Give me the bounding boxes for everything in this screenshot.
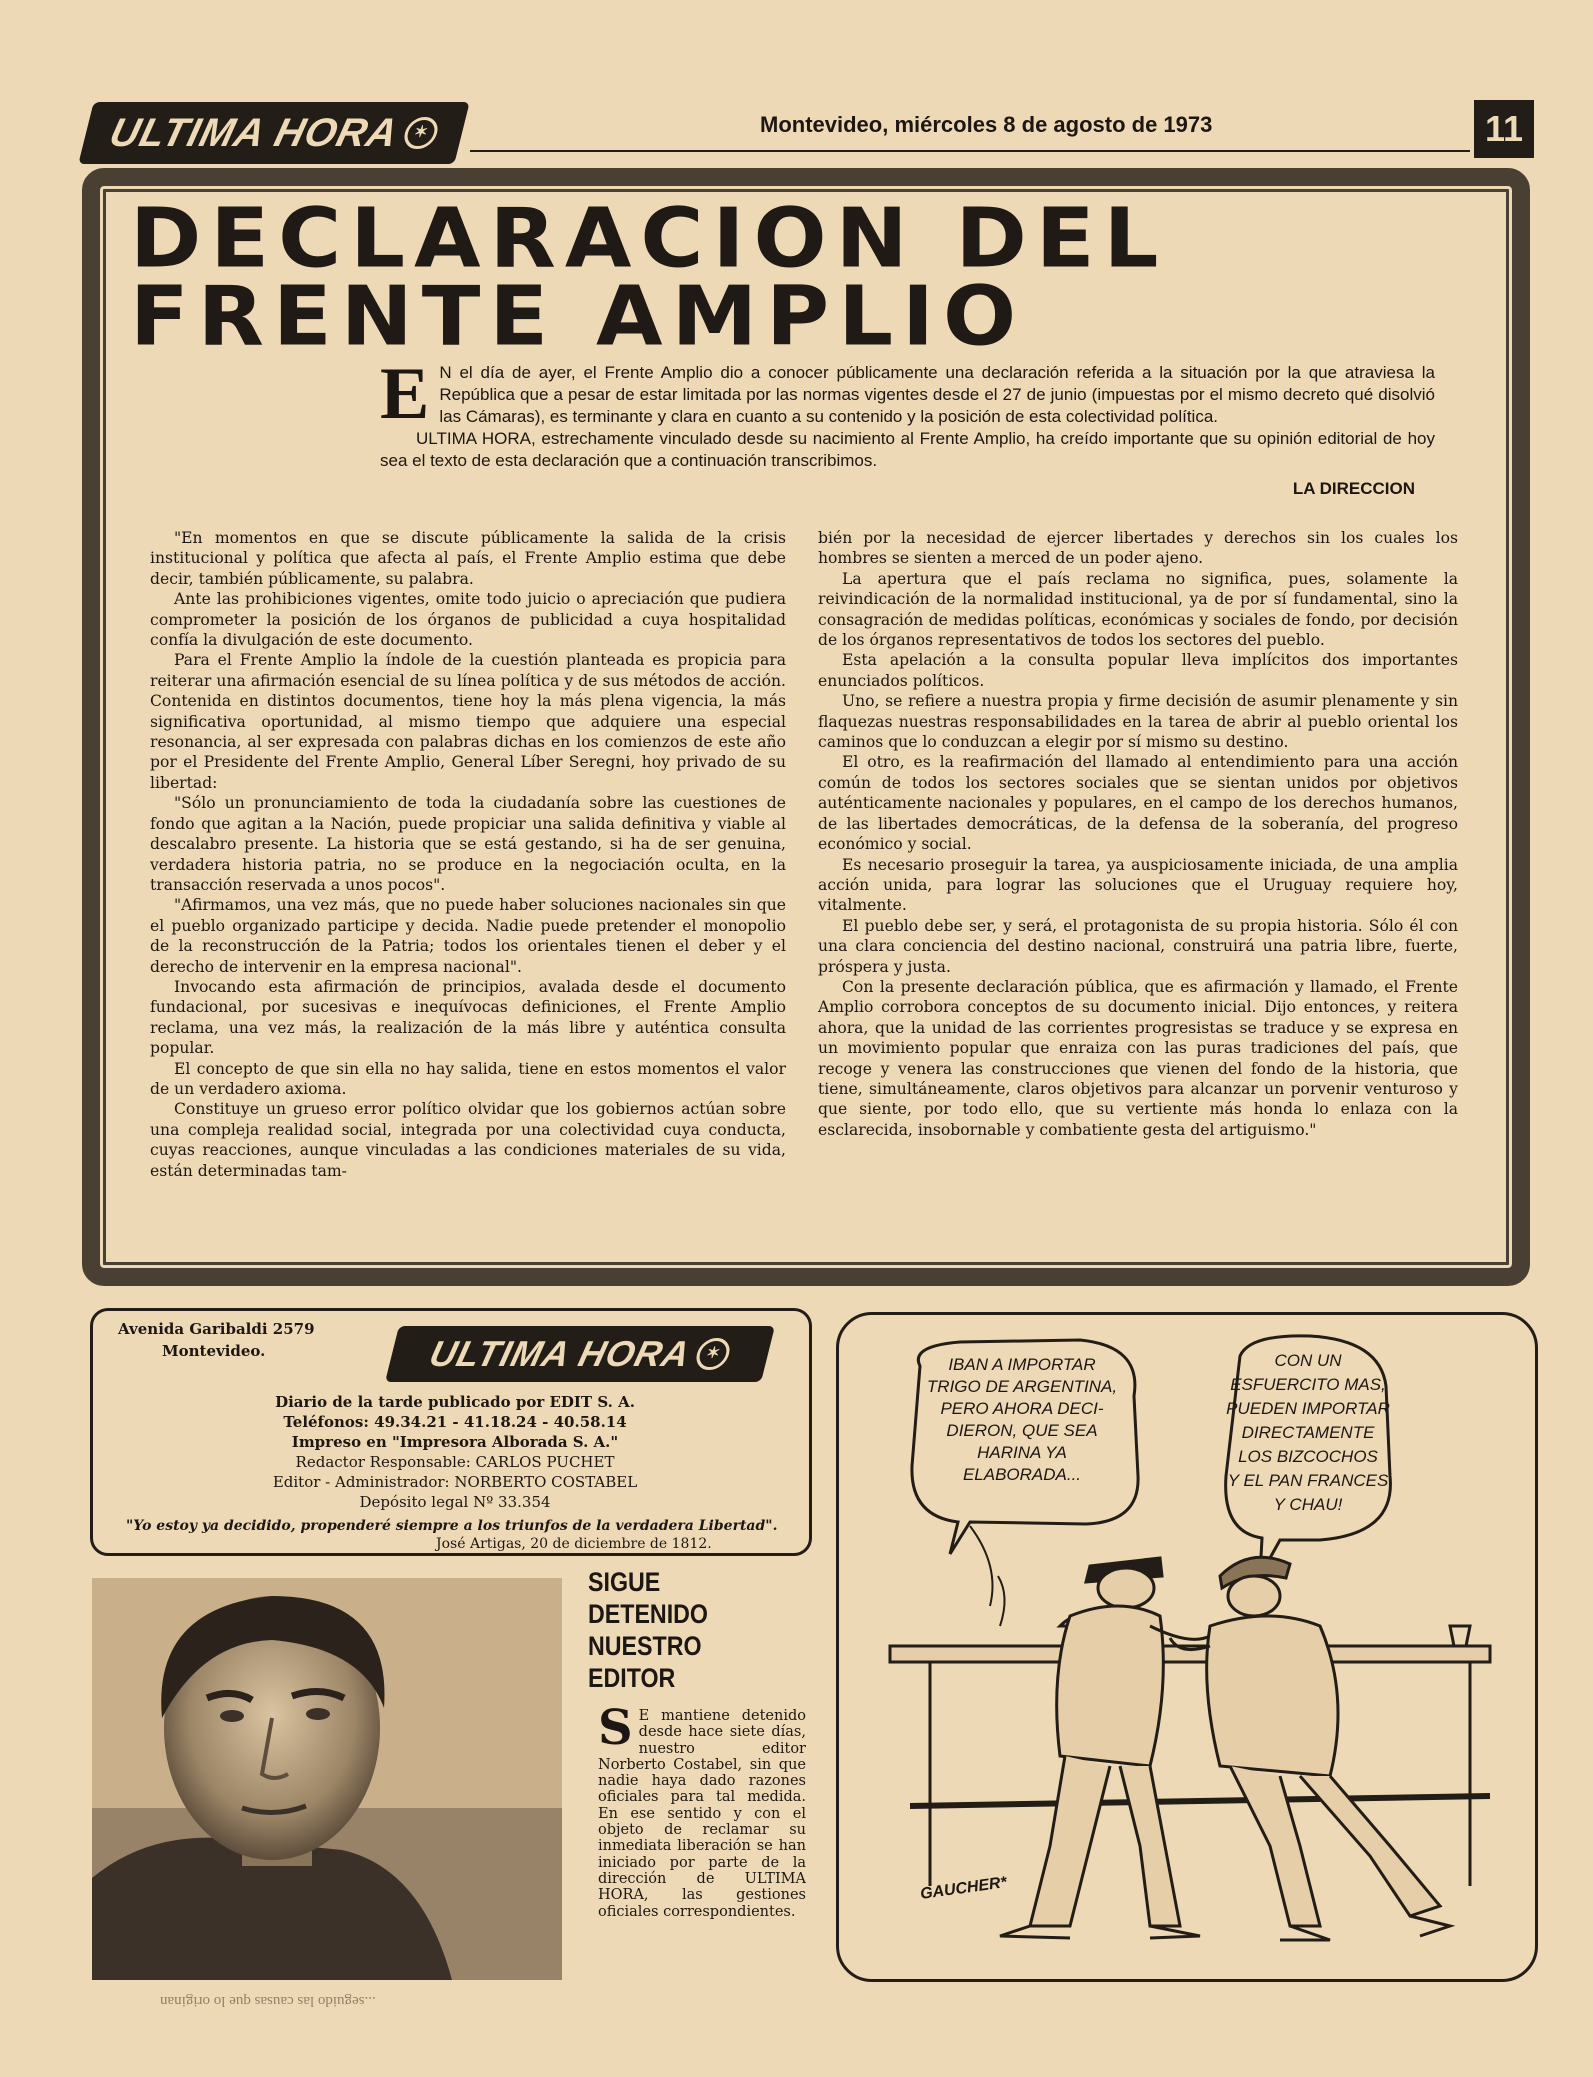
- political-cartoon: [850, 1326, 1524, 1966]
- bubble-line: LOS BIZCOCHOS: [1238, 1447, 1378, 1466]
- paragraph: Constituye un grueso error político olvidar que los gobiernos actúan sobre una compleja realidad social, integrada por una colectividad cuya conducta, cuyas reacciones, aunque vinculadas a las condiciones materiales de su vida, están determinadas tam-: [150, 1100, 786, 1180]
- svg-text:DIRECTAMENTE: [1242, 1423, 1376, 1442]
- svg-text:PUEDEN IMPORTAR: [1226, 1399, 1390, 1418]
- headline-line: DETENIDO: [588, 1599, 708, 1629]
- svg-text:TRIGO DE ARGENTINA,: [927, 1377, 1117, 1396]
- imprint-line: Editor - Administrador: NORBERTO COSTABEL: [272, 1473, 638, 1491]
- intro-signature: LA DIRECCION: [1292, 479, 1415, 498]
- svg-text:Y CHAU!: [1274, 1495, 1343, 1514]
- paragraph: Uno, se refiere a nuestra propia y firme decisión de asumir plenamente y sin flaquezas nuestras responsabilidades en la tarea de abrir al pueblo oriental los caminos que lo conduzcan a elegir por sí mismo su destino.: [818, 692, 1458, 752]
- dateline: Montevideo, miércoles 8 de agosto de 1973: [760, 112, 1213, 137]
- imprint-line: Redactor Responsable: CARLOS PUCHET: [295, 1453, 615, 1471]
- bubble-line: ESFUERCITO MAS,: [1230, 1375, 1386, 1394]
- article-column-right: [818, 528, 1458, 1140]
- bubble-line: PUEDEN IMPORTAR: [1226, 1399, 1390, 1418]
- svg-text:Y EL PAN FRANCES: [1228, 1471, 1389, 1490]
- paragraph: Esta apelación a la consulta popular lleva implícitos dos importantes enunciados políticos.: [818, 651, 1458, 690]
- editor-dropcap: S: [598, 1700, 633, 1756]
- svg-text:ELABORADA...: [963, 1465, 1081, 1484]
- editor-story-body: [598, 1700, 806, 1920]
- svg-text:CON UN: [1274, 1351, 1342, 1370]
- paragraph: "Sólo un pronunciamiento de toda la ciudadanía sobre las cuestiones de fondo que agitan a la Nación, puede propiciar una salida definitiva y viable al descalabro presente. La historia que se está gestando, si ha de ser genuina, verdadera historia patria, no se produce en la negociación oculta, en la transacción reservada a unos pocos".: [150, 794, 786, 894]
- svg-text:ESFUERCITO MAS,: [1230, 1375, 1386, 1394]
- svg-text:HARINA YA: [977, 1443, 1067, 1462]
- address-line: Montevideo.: [162, 1342, 266, 1360]
- paragraph: "En momentos en que se discute públicamente la salida de la crisis institucional y política que afecta al país, el Frente Amplio estima que debe decir, también públicamente, su palabra.: [150, 529, 786, 588]
- bubble-line: DIERON, QUE SEA: [946, 1421, 1098, 1440]
- artigas-quote: "Yo estoy ya decidido, propenderé siempre a los triunfos de la verdadera Libertad".: [126, 1518, 778, 1534]
- imprint-details: [150, 1392, 760, 1512]
- imprint-line: Depósito legal Nº 33.354: [359, 1493, 551, 1511]
- bubble-line: ELABORADA...: [962, 1465, 1082, 1484]
- right-figure-icon: [1170, 1557, 1450, 1940]
- left-figure-icon: [1000, 1558, 1210, 1938]
- bubble-line: TRIGO DE ARGENTINA,: [926, 1377, 1118, 1396]
- paragraph: El concepto de que sin ella no hay salida, tiene en estos momentos el valor de un verdadero axioma.: [150, 1059, 786, 1098]
- bubble-line: Y CHAU!: [1273, 1495, 1343, 1514]
- imprint-address: [118, 1318, 315, 1362]
- svg-text:DIERON, QUE SEA: [946, 1421, 1097, 1440]
- intro-paragraph-1: N el día de ayer, el Frente Amplio dio a conocer públicamente una declaración referida a la situación por la que atraviesa la República que a pesar de estar limitada por las normas vigentes desde el 27 de junio (impuestas por el mismo decreto qué disolvió las Cámaras), es terminante y clara en cuanto a su contenido y la posición de esta colectividad política.: [439, 363, 1435, 426]
- editor-photo: [92, 1578, 562, 1980]
- svg-text:LOS BIZCOCHOS: [1238, 1447, 1378, 1466]
- editor-story-text: E mantiene detenido desde hace siete días, nuestro editor Norberto Costabel, sin que nadie haya dado razones oficiales para tal medida. En ese sentido y con el objeto de reclamar su inmediata liberación se han iniciado por parte de la dirección de ULTIMA HORA, las gestiones oficiales correspondientes.: [598, 1708, 806, 1920]
- cartoonist-signature: GAUCHER*: [919, 1874, 1008, 1903]
- bubble-line: DIRECTAMENTE: [1241, 1423, 1375, 1442]
- headline-line: NUESTRO: [588, 1631, 702, 1661]
- imprint-logo: [385, 1326, 775, 1382]
- paragraph: Ante las prohibiciones vigentes, omite todo juicio o apreciación que pudiera comprometer la posición de los órganos de publicidad a cuya hospitalidad confía la divulgación de este documento.: [150, 590, 786, 650]
- paragraph: Para el Frente Amplio la índole de la cuestión planteada es propicia para reiterar una afirmación esencial de su línea política y de sus métodos de acción. Contenida en distintos documentos, tiene hoy la más plena vigencia, la más significativa oportunidad, al mismo tiempo que adquiere una especial resonancia, al ser expresada con palabras dichas en los comienzos de este año por el Presidente del Frente Amplio, General Líber Seregni, hoy privado de su libertad:: [150, 651, 786, 792]
- bubble-line: HARINA YA: [977, 1443, 1067, 1462]
- bubble-line: CON UN: [1274, 1351, 1342, 1370]
- masthead-logo: [78, 102, 469, 164]
- page-number: 11: [1474, 100, 1534, 158]
- paragraph: "Afirmamos, una vez más, que no puede haber soluciones nacionales sin que el pueblo organizado participe y decida. Nadie puede pretender el monopolio de la reconstrucción de la Patria; todos los orientales tienen el deber y el derecho de intervenir en la empresa nacional".: [150, 896, 786, 976]
- bubble-line: Y EL PAN FRANCES: [1227, 1471, 1389, 1490]
- editor-story-headline: [588, 1566, 708, 1694]
- svg-text:IBAN A IMPORTAR: [948, 1355, 1095, 1374]
- svg-text:PERO AHORA DECI-: [940, 1399, 1103, 1418]
- photo-caption-flipped: ...seguido las causas que lo originan: [160, 1993, 376, 2009]
- paragraph: El pueblo debe ser, y será, el protagonista de su propia historia. Sólo él con una clara conciencia del destino nacional, construirá una patria libre, fuerte, próspera y justa.: [818, 916, 1458, 976]
- bar-counter-icon: [890, 1616, 1490, 1886]
- intro-paragraph-2: ULTIMA HORA, estrechamente vinculado desde su nacimiento al Frente Amplio, ha creído importante que su opinión editorial de hoy sea el texto de esta declaración que a continuación transcribimos.: [380, 429, 1435, 470]
- gaucho-emblem-icon: ✶: [693, 1338, 733, 1370]
- headline-line: SIGUE: [588, 1567, 661, 1597]
- bubble-line: PERO AHORA DECI-: [940, 1399, 1104, 1418]
- paragraph: Invocando esta afirmación de principios, avalada desde el documento fundacional, por sucesivas e inequívocas definiciones, el Frente Amplio reclama, una vez más, la realización de la más libre y auténtica consulta popular.: [150, 977, 786, 1058]
- bubble-line: IBAN A IMPORTAR: [948, 1355, 1096, 1374]
- imprint-line: Diario de la tarde publicado por EDIT S. A.: [275, 1393, 635, 1411]
- article-headline: DECLARACION DEL FRENTE AMPLIO: [130, 191, 1168, 365]
- imprint-line: Teléfonos: 49.34.21 - 41.18.24 - 40.58.14: [283, 1413, 627, 1431]
- paragraph: El otro, es la reafirmación del llamado al entendimiento para una acción común de todos los sectores sociales que se sientan unidos por objetivos auténticamente nacionales y populares, en el campo de los derechos humanos, de las libertades democráticas, de la defensa de la soberanía, del progreso económico y social.: [818, 753, 1458, 854]
- article-intro: [380, 353, 1435, 500]
- headline-line: EDITOR: [588, 1663, 676, 1693]
- paragraph: La apertura que el país reclama no significa, pues, solamente la reivindicación de la normalidad institucional, ya de por sí fundamental, sino la consagración de medidas políticas, económicas y sociales de fondo, por decisión de los órganos representativos de todos los sectores del pueblo.: [818, 569, 1458, 650]
- imprint-line: Impreso en "Impresora Alborada S. A.": [291, 1433, 619, 1451]
- address-line: Avenida Garibaldi 2579: [118, 1320, 315, 1338]
- paragraph: bién por la necesidad de ejercer libertades y derechos sin los cuales los hombres se sienten a merced de un poder ajeno.: [818, 529, 1458, 568]
- artigas-quote-signature: José Artigas, 20 de diciembre de 1812.: [436, 1536, 712, 1552]
- paragraph: Con la presente declaración pública, que es afirmación y llamado, el Frente Amplio corrobora conceptos de su documento inicial. Dijo entonces, y reitera ahora, que la unidad de las corrientes progresistas se traduce y se expresa en un movimiento popular que enraiza con las puras tradiciones del país, que recoge y venera las construcciones que vienen del fondo de la historia, que tiene, simultáneamente, claros objetivos para alcanzar un porvenir venturoso y que siente, por todo ello, que su vertiente más honda lo enlaza con la esclarecida, insobornable y combatiente gesta del artiguismo.": [818, 977, 1458, 1139]
- imprint-logo-text: ULTIMA HORA: [425, 1333, 695, 1374]
- masthead-logo-text: ULTIMA HORA: [105, 110, 403, 155]
- gaucho-emblem-icon: ✶: [401, 117, 441, 149]
- article-column-left: [150, 528, 786, 1181]
- paragraph: Es necesario proseguir la tarea, ya auspiciosamente iniciada, de una amplia acción unida, para lograr las soluciones que el Uruguay requiere hoy, vitalmente.: [818, 855, 1458, 915]
- intro-dropcap: E: [380, 353, 430, 435]
- header-rule: [470, 150, 1470, 152]
- editor-portrait-icon: [92, 1578, 562, 1980]
